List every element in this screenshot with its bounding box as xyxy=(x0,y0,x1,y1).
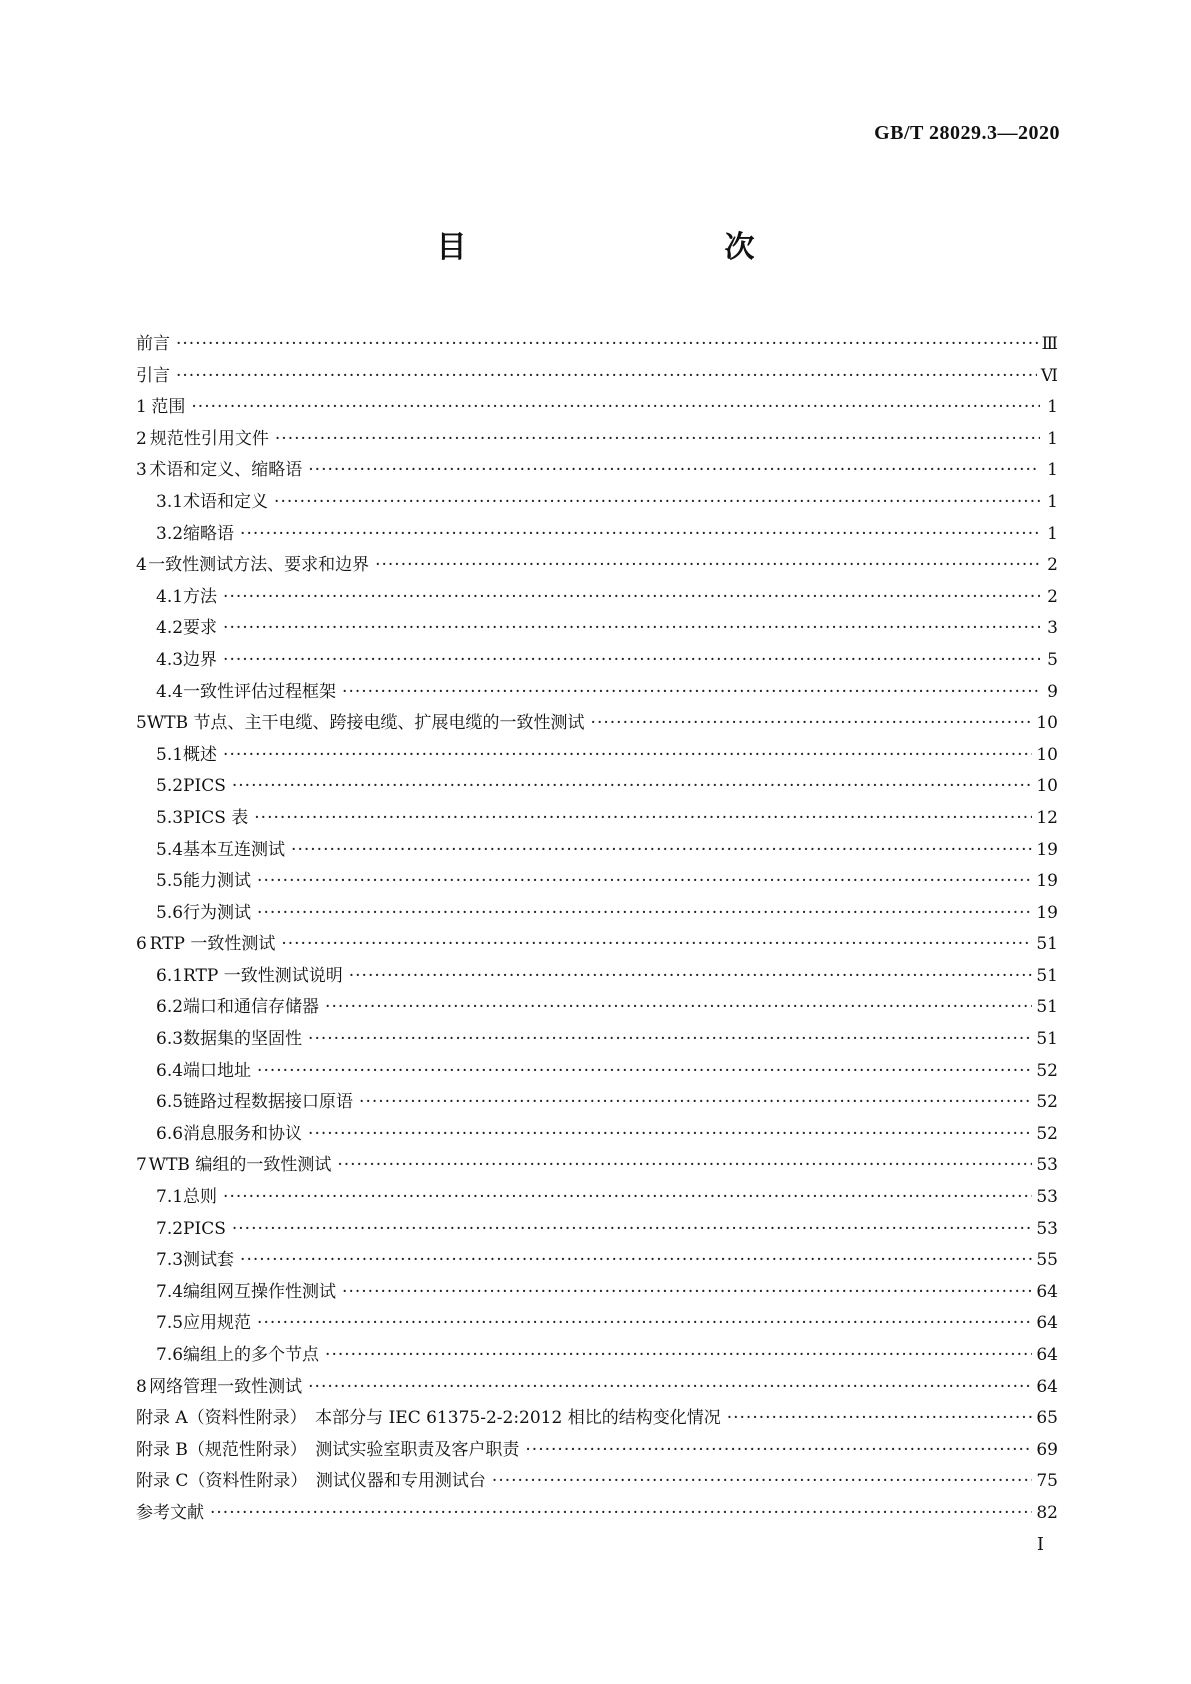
toc-entry-number: 4 xyxy=(136,555,147,576)
toc-entry-title: 应用规范 xyxy=(183,1313,252,1334)
dot-leader xyxy=(308,1024,1032,1056)
toc-entry-number: 7 xyxy=(136,1155,147,1176)
dot-leader xyxy=(325,1340,1032,1372)
toc-entry-number: 7.2 xyxy=(156,1218,184,1239)
toc-entry[interactable] xyxy=(136,1403,1058,1435)
toc-entry-number: 6.3 xyxy=(156,1029,184,1050)
toc-entry-title: PICS 表 xyxy=(183,807,249,828)
dot-leader xyxy=(342,1277,1032,1309)
toc-entry-page: 75 xyxy=(1036,1471,1058,1492)
toc-entry[interactable] xyxy=(136,835,1058,867)
dot-leader xyxy=(325,992,1032,1024)
toc-entry-number: 5 xyxy=(136,713,147,734)
dot-leader xyxy=(223,740,1032,772)
toc-entry-page: Ⅵ xyxy=(1040,365,1058,386)
dot-leader xyxy=(349,961,1033,993)
toc-entry-page: 51 xyxy=(1036,965,1058,986)
toc-heading: 目 次 xyxy=(436,230,821,265)
toc-entry[interactable] xyxy=(136,582,1058,614)
toc-entry[interactable] xyxy=(136,1150,1058,1182)
toc-entry-page: 10 xyxy=(1036,713,1058,734)
toc-entry[interactable] xyxy=(136,866,1058,898)
toc-entry-page: 53 xyxy=(1036,1218,1058,1239)
toc-entry[interactable] xyxy=(136,1056,1058,1088)
toc-entry-title: 附录 C（资料性附录） 测试仪器和专用测试台 xyxy=(136,1471,486,1492)
toc-entry-number: 5.1 xyxy=(156,744,184,765)
toc-entry-title: PICS xyxy=(183,1218,226,1239)
dot-leader xyxy=(257,1056,1032,1088)
toc-entry-page: 55 xyxy=(1036,1250,1058,1271)
dot-leader xyxy=(525,1435,1032,1467)
toc-entry[interactable] xyxy=(136,1498,1058,1530)
toc-entry-page: 64 xyxy=(1036,1313,1058,1334)
toc-entry-title: 端口和通信存储器 xyxy=(183,997,320,1018)
standard-code: GB/T 28029.3—2020 xyxy=(874,122,1060,144)
toc-entry[interactable] xyxy=(136,1087,1058,1119)
dot-leader xyxy=(223,582,1040,614)
toc-entry[interactable] xyxy=(136,392,1058,424)
dot-leader xyxy=(591,708,1033,740)
toc-entry-number: 4.1 xyxy=(156,586,184,607)
dot-leader xyxy=(240,1245,1032,1277)
toc-entry-number: 4.4 xyxy=(156,681,184,702)
toc-entry-number: 6.1 xyxy=(156,965,184,986)
toc-entry-title: WTB 编组的一致性测试 xyxy=(148,1155,332,1176)
toc-entry-number: 5.5 xyxy=(156,871,184,892)
toc-entry-number: 5.2 xyxy=(156,776,184,797)
toc-entry[interactable] xyxy=(136,929,1058,961)
toc-entry[interactable] xyxy=(136,1308,1058,1340)
dot-leader xyxy=(176,361,1037,393)
toc-entry-title: RTP 一致性测试说明 xyxy=(183,965,343,986)
toc-entry-page: 12 xyxy=(1036,807,1058,828)
toc-entry-page: 52 xyxy=(1036,1060,1058,1081)
dot-leader xyxy=(223,1182,1032,1214)
toc-entry-page: 51 xyxy=(1036,997,1058,1018)
toc-entry[interactable] xyxy=(136,455,1058,487)
toc-entry-title: 数据集的坚固性 xyxy=(183,1029,303,1050)
dot-leader xyxy=(291,835,1032,867)
toc-entry[interactable] xyxy=(136,1372,1058,1404)
toc-entry[interactable] xyxy=(136,1435,1058,1467)
toc-entry[interactable] xyxy=(136,992,1058,1024)
dot-leader xyxy=(176,329,1038,361)
toc-entry[interactable] xyxy=(136,613,1058,645)
toc-entry[interactable] xyxy=(136,1340,1058,1372)
toc-entry-page: Ⅲ xyxy=(1041,334,1058,354)
toc-entry-number: 5.3 xyxy=(156,807,184,828)
toc-entry[interactable] xyxy=(136,550,1058,582)
toc-entry-number: 6 xyxy=(136,934,147,955)
toc-entry-page: 53 xyxy=(1036,1187,1058,1208)
dot-leader xyxy=(223,645,1040,677)
toc-entry-title: 术语和定义 xyxy=(183,491,269,512)
toc-entry[interactable] xyxy=(136,771,1058,803)
toc-entry-title: 要求 xyxy=(183,618,218,639)
toc-entry[interactable] xyxy=(136,961,1058,993)
toc-entry-page: 2 xyxy=(1047,555,1058,576)
toc-entry-number: 3.2 xyxy=(156,523,184,544)
toc-entry-title: 编组网互操作性测试 xyxy=(183,1281,337,1302)
toc-entry[interactable] xyxy=(136,424,1058,456)
toc-entry-title: WTB 节点、主干电缆、跨接电缆、扩展电缆的一致性测试 xyxy=(146,713,585,734)
toc-entry-page: 3 xyxy=(1047,618,1058,639)
toc-entry-title: 链路过程数据接口原语 xyxy=(183,1092,354,1113)
toc-entry-number: 5.6 xyxy=(156,902,184,923)
toc-entry-title: 端口地址 xyxy=(183,1060,252,1081)
dot-leader xyxy=(257,898,1032,930)
toc-entry-title: 边界 xyxy=(183,649,218,670)
toc-entry-number: 4.3 xyxy=(156,649,184,670)
toc-entry-page: 64 xyxy=(1036,1281,1058,1302)
toc-entry[interactable] xyxy=(136,1245,1058,1277)
toc-entry-title: 方法 xyxy=(183,586,218,607)
page-number: Ⅰ xyxy=(1036,1534,1044,1554)
toc-entry[interactable] xyxy=(136,329,1058,361)
toc-entry-title: 引言 xyxy=(136,365,170,386)
toc-entry[interactable] xyxy=(136,1119,1058,1151)
toc-entry-page: 1 xyxy=(1047,491,1058,512)
toc-entry[interactable] xyxy=(136,803,1058,835)
dot-leader xyxy=(342,677,1040,709)
dot-leader xyxy=(254,803,1032,835)
toc-entry[interactable] xyxy=(136,740,1058,772)
toc-entry-number: 5.4 xyxy=(156,839,184,860)
toc-entry[interactable] xyxy=(136,645,1058,677)
toc-entry-title: 基本互连测试 xyxy=(183,839,286,860)
toc-entry-number: 7.4 xyxy=(156,1281,184,1302)
toc-entry[interactable] xyxy=(136,1277,1058,1309)
toc-entry-page: 5 xyxy=(1047,649,1058,670)
toc-entry-number: 7.5 xyxy=(156,1313,184,1334)
toc-entry-page: 1 xyxy=(1047,523,1058,544)
toc-entry-number: 6.6 xyxy=(156,1123,184,1144)
dot-leader xyxy=(257,866,1032,898)
toc-entry-number: 7.1 xyxy=(156,1187,184,1208)
toc-entry-title: 能力测试 xyxy=(183,871,252,892)
toc-entry-title: 前言 xyxy=(136,334,170,354)
dot-leader xyxy=(308,1372,1032,1404)
toc-entry[interactable] xyxy=(136,898,1058,930)
toc-entry-title: RTP 一致性测试 xyxy=(149,934,276,955)
toc-entry[interactable] xyxy=(136,677,1058,709)
dot-leader xyxy=(727,1403,1033,1435)
toc-entry[interactable] xyxy=(136,1182,1058,1214)
dot-leader xyxy=(308,1119,1032,1151)
dot-leader xyxy=(274,487,1040,519)
toc-entry-number: 3.1 xyxy=(156,491,184,512)
toc-entry-number: 6.4 xyxy=(156,1060,184,1081)
toc-entry-title: 测试套 xyxy=(183,1250,235,1271)
toc-entry-number: 7.3 xyxy=(156,1250,184,1271)
dot-leader xyxy=(257,1308,1032,1340)
toc-entry[interactable] xyxy=(136,361,1058,393)
toc-entry-number: 6.2 xyxy=(156,997,184,1018)
toc-entry-title: 规范性引用文件 xyxy=(149,428,269,449)
toc-entry-title: 参考文献 xyxy=(136,1502,204,1523)
toc-entry-page: 2 xyxy=(1047,586,1058,607)
toc-entry-number: 3 xyxy=(136,460,147,481)
toc-entry-number: 8 xyxy=(136,1376,147,1397)
dot-leader xyxy=(223,613,1040,645)
dot-leader xyxy=(281,929,1032,961)
dot-leader xyxy=(275,424,1040,456)
toc-entry-page: 65 xyxy=(1036,1408,1058,1429)
toc-entry-page: 69 xyxy=(1036,1439,1058,1460)
dot-leader xyxy=(232,1214,1033,1246)
dot-leader xyxy=(210,1498,1032,1530)
dot-leader xyxy=(191,392,1040,424)
toc-entry-page: 82 xyxy=(1036,1502,1058,1523)
toc-entry[interactable] xyxy=(136,708,1058,740)
toc-entry-title: 附录 B（规范性附录） 测试实验室职责及客户职责 xyxy=(136,1439,520,1460)
toc-entry-page: 53 xyxy=(1036,1155,1058,1176)
dot-leader xyxy=(375,550,1040,582)
toc-entry-title: 一致性评估过程框架 xyxy=(183,681,337,702)
toc-entry-title: 缩略语 xyxy=(183,523,235,544)
toc-entry-title: 附录 A（资料性附录） 本部分与 IEC 61375-2-2:2012 相比的结构变化情况 xyxy=(136,1408,721,1429)
toc-entry-title: 消息服务和协议 xyxy=(183,1123,303,1144)
toc-entry-page: 1 xyxy=(1047,428,1058,449)
toc-entry-page: 10 xyxy=(1036,776,1058,797)
toc-entry-page: 52 xyxy=(1036,1092,1058,1113)
toc-entry-number: 4.2 xyxy=(156,618,184,639)
table-of-contents xyxy=(136,329,1058,1530)
toc-entry-page: 9 xyxy=(1047,681,1058,702)
dot-leader xyxy=(359,1087,1032,1119)
toc-entry-title: 范围 xyxy=(151,397,186,418)
dot-leader xyxy=(232,771,1033,803)
toc-entry-page: 51 xyxy=(1036,934,1058,955)
toc-entry-page: 19 xyxy=(1036,902,1058,923)
toc-entry-page: 1 xyxy=(1047,460,1058,481)
toc-entry-number: 7.6 xyxy=(156,1345,184,1365)
dot-leader xyxy=(337,1150,1032,1182)
toc-entry-number: 2 xyxy=(136,428,147,449)
toc-entry-page: 51 xyxy=(1036,1029,1058,1050)
toc-entry-title: 行为测试 xyxy=(183,902,252,923)
toc-entry-title: 网络管理一致性测试 xyxy=(149,1376,303,1397)
toc-entry-page: 19 xyxy=(1036,839,1058,860)
toc-entry-page: 52 xyxy=(1036,1123,1058,1144)
toc-entry-number: 1 xyxy=(136,397,147,418)
toc-entry-title: 一致性测试方法、要求和边界 xyxy=(148,555,370,576)
dot-leader xyxy=(308,455,1040,487)
toc-entry-page: 10 xyxy=(1036,744,1058,765)
toc-entry[interactable] xyxy=(136,519,1058,551)
toc-entry-page: 19 xyxy=(1036,871,1058,892)
toc-entry-page: 64 xyxy=(1036,1376,1058,1397)
dot-leader xyxy=(492,1466,1032,1498)
toc-entry-title: PICS xyxy=(183,776,226,797)
toc-entry[interactable] xyxy=(136,1214,1058,1246)
toc-entry-page: 1 xyxy=(1047,397,1058,418)
toc-entry[interactable] xyxy=(136,487,1058,519)
toc-entry-title: 编组上的多个节点 xyxy=(183,1345,320,1365)
toc-entry-title: 总则 xyxy=(183,1187,218,1208)
toc-entry-number: 6.5 xyxy=(156,1092,184,1113)
dot-leader xyxy=(240,519,1040,551)
toc-entry[interactable] xyxy=(136,1466,1058,1498)
toc-entry-page: 64 xyxy=(1036,1345,1058,1365)
toc-entry[interactable] xyxy=(136,1024,1058,1056)
toc-entry-title: 概述 xyxy=(183,744,218,765)
toc-entry-title: 术语和定义、缩略语 xyxy=(149,460,303,481)
